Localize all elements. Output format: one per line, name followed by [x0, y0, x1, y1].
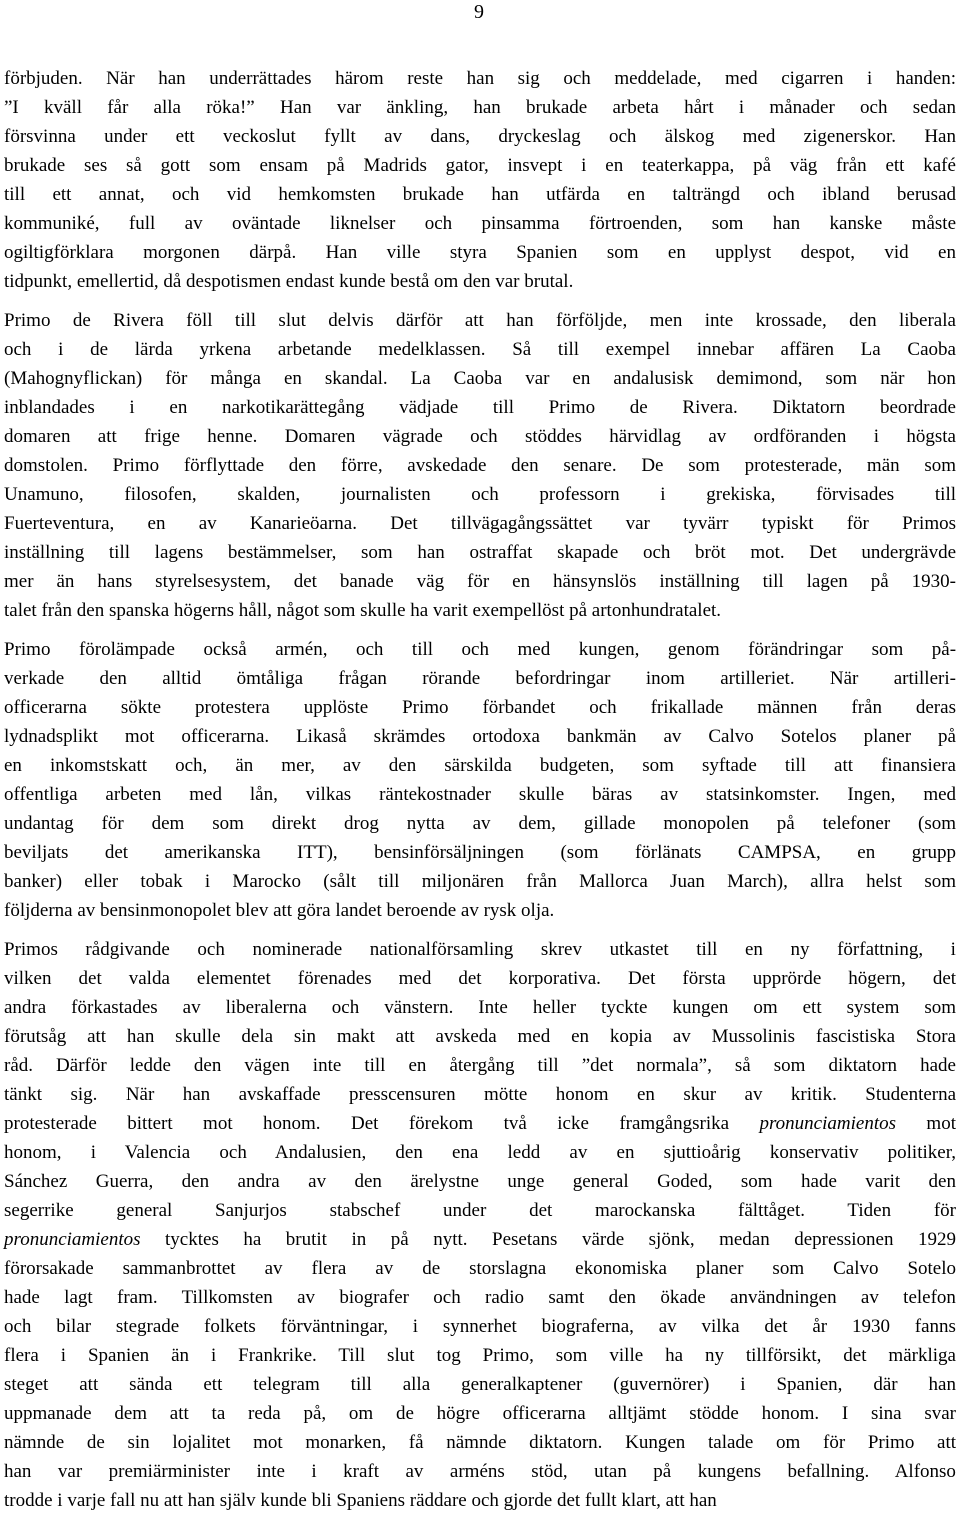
text-line: ogiltigförklara morgonen därpå. Han ville styra Spanien som en upplyst despot, vid en: [4, 242, 956, 263]
text-line: brukade ses så gott som ensam på Madrids gator, insvept i en teaterkappa, på väg från ett kafé: [4, 155, 956, 176]
page-number: 9: [474, 1, 484, 23]
text-line: tidpunkt, emellertid, då despotismen endast kunde bestå om den var brutal.: [4, 271, 574, 292]
text-line: honom, i Valencia och Andalusien, den ena ledd av en sjuttioårig konservativ politiker,: [4, 1142, 957, 1163]
text-line: verkade den alltid ömtåliga frågan rörande befordringar inom artilleriet. När artilleri-: [4, 668, 956, 689]
text-line: Sánchez Guerra, den andra av den ärelystne unge general Goded, som hade varit den: [4, 1171, 956, 1192]
text-line: domstolen. Primo förflyttade den förre, avskedade den senare. De som protesterade, män som: [4, 455, 957, 476]
text-line: Primo de Rivera föll till slut delvis därför att han förföljde, men inte krossade, den liberala: [4, 310, 956, 331]
text-line: protesterade bittert mot honom. Det förekom två icke framgångsrika pronunciamientos mot: [4, 1113, 956, 1134]
text-line: ”I kväll får alla röka!” Han var änkling, han brukade arbeta hårt i månader och sedan: [4, 97, 956, 118]
text-line: beviljats det amerikanska ITT), bensinförsäljningen (som förlänats CAMPSA, en grupp: [4, 842, 957, 863]
text-line: Primos rådgivande och nominerade nationalförsamling skrev utkastet till en ny författning, i: [4, 939, 956, 960]
text-line: tänkt sig. När han avskaffade presscensuren mötte honom en skur av kritik. Studenterna: [4, 1084, 957, 1105]
text-line: trodde i varje fall nu att han själv kunde bli Spaniens räddare och gjorde det fullt klart, att han: [4, 1490, 717, 1511]
text-line: steget att sända ett telegram till alla generalkaptener (guvernörer) i Spanien, där han: [4, 1374, 956, 1395]
text-line: talet från den spanska högerns håll, något som skulle ha varit exempellöst på artonhundratalet.: [4, 600, 722, 621]
text-line: inställning till lagens bestämmelser, som han ostraffat skapade och bröt mot. Det undergrävde: [4, 542, 957, 563]
paragraph: [4, 306, 956, 625]
text-line: förorsakade sammanbrottet av flera av de storslagna ekonomiska planer som Calvo Sotelo: [4, 1258, 957, 1279]
text-line: officerarna sökte protestera upplöste Primo förbandet och frikallade männen från deras: [4, 697, 956, 718]
text-line: förbjuden. När han underrättades härom reste han sig och meddelade, med cigarren i handen:: [4, 68, 957, 89]
paragraph: [4, 64, 956, 296]
body-text: [4, 64, 956, 1515]
text-line: Primo förolämpade också armén, och till och med kungen, genom förändringar som på-: [4, 639, 957, 660]
text-line: och i de lärda yrkena arbetande medelklassen. Så till exempel innebar affären La Caoba: [4, 339, 956, 360]
text-line: banker) eller tobak i Marocko (sålt till miljonären från Mallorca Juan March), allra helst som: [4, 871, 957, 892]
text-line: råd. Därför ledde den vägen inte till en återgång till ”det normala”, så som diktatorn hade: [4, 1055, 956, 1076]
text-line: segerrike general Sanjurjos stabschef under det marockanska fälttåget. Tiden för: [4, 1200, 957, 1221]
text-line: förutsåg att han skulle dela sin makt att avskeda med en kopia av Mussolinis fascistiska Stora: [4, 1026, 956, 1047]
text-line: Unamuno, filosofen, skalden, journalisten och professorn i grekiska, förvisades till: [4, 484, 956, 505]
text-line: flera i Spanien än i Frankrike. Till slut tog Primo, som ville ha ny tillförsikt, det märkliga: [4, 1345, 956, 1366]
text-line: undantag för dem som direkt drog nytta av dem, gillade monopolen på telefoner (som: [4, 813, 957, 834]
text-line: kommuniké, full av oväntade liknelser och pinsamma förtroenden, som han kanske måste: [4, 213, 956, 234]
text-line: andra förkastades av liberalerna och vänstern. Inte heller tyckte kungen om ett system som: [4, 997, 957, 1018]
text-line: försvinna under ett veckoslut fyllt av dans, dryckeslag och älskog med zigenerskor. Han: [4, 126, 956, 147]
text-line: offentliga arbeten med lån, vilkas räntekostnader skulle bäras av statsinkomster. Ingen, med: [4, 784, 957, 805]
text-line: domaren att frige henne. Domaren vägrade och stöddes härvidlag av ordföranden i högsta: [4, 426, 956, 447]
text-line: lydnadsplikt mot officerarna. Likaså skrämdes ortodoxa bankmän av Calvo Sotelos planer på: [4, 726, 956, 747]
text-line: pronunciamientos tycktes ha brutit in på nytt. Pesetans värde sjönk, medan depressionen 1929: [4, 1229, 956, 1250]
paragraph: [4, 935, 956, 1515]
text-line: uppmanade dem att ta reda på, om de högre officerarna alltjämt stödde honom. I sina svar: [4, 1403, 956, 1424]
text-line: en inkomstskatt och, än mer, av den särskilda budgeten, som syftade till att finansiera: [4, 755, 956, 776]
paragraph: [4, 635, 956, 925]
text-line: han var premiärminister inte i kraft av arméns stöd, utan på kungens befallning. Alfonso: [4, 1461, 956, 1482]
text-line: följderna av bensinmonopolet blev att göra landet beroende av rysk olja.: [4, 900, 555, 921]
text-line: nämnde de sin lojalitet mot monarken, få nämnde diktatorn. Kungen talade om för Primo att: [4, 1432, 957, 1453]
text-line: (Mahognyflickan) för många en skandal. La Caoba var en andalusisk demimond, som när hon: [4, 368, 956, 389]
text-line: Fuerteventura, en av Kanarieöarna. Det tillvägagångssättet var tyvärr typiskt för Primos: [4, 513, 956, 534]
text-line: och bilar stegrade folkets förväntningar, i synnerhet biograferna, av vilka det år 1930 fanns: [4, 1316, 956, 1337]
text-line: inblandades i en narkotikarättegång vädjade till Primo de Rivera. Diktatorn beordrade: [4, 397, 956, 418]
text-line: mer än hans styrelsesystem, det banade väg för en hänsynslös inställning till lagen på 1930-: [4, 571, 956, 592]
text-line: till ett annat, och vid hemkomsten brukade han utfärda en talträngd och ibland berusad: [4, 184, 956, 205]
text-line: vilken det valda elementet förenades med det korporativa. Det första upprörde högern, det: [4, 968, 957, 989]
text-line: hade lagt fram. Tillkomsten av biografer och radio samt den ökade användningen av telefon: [4, 1287, 956, 1308]
